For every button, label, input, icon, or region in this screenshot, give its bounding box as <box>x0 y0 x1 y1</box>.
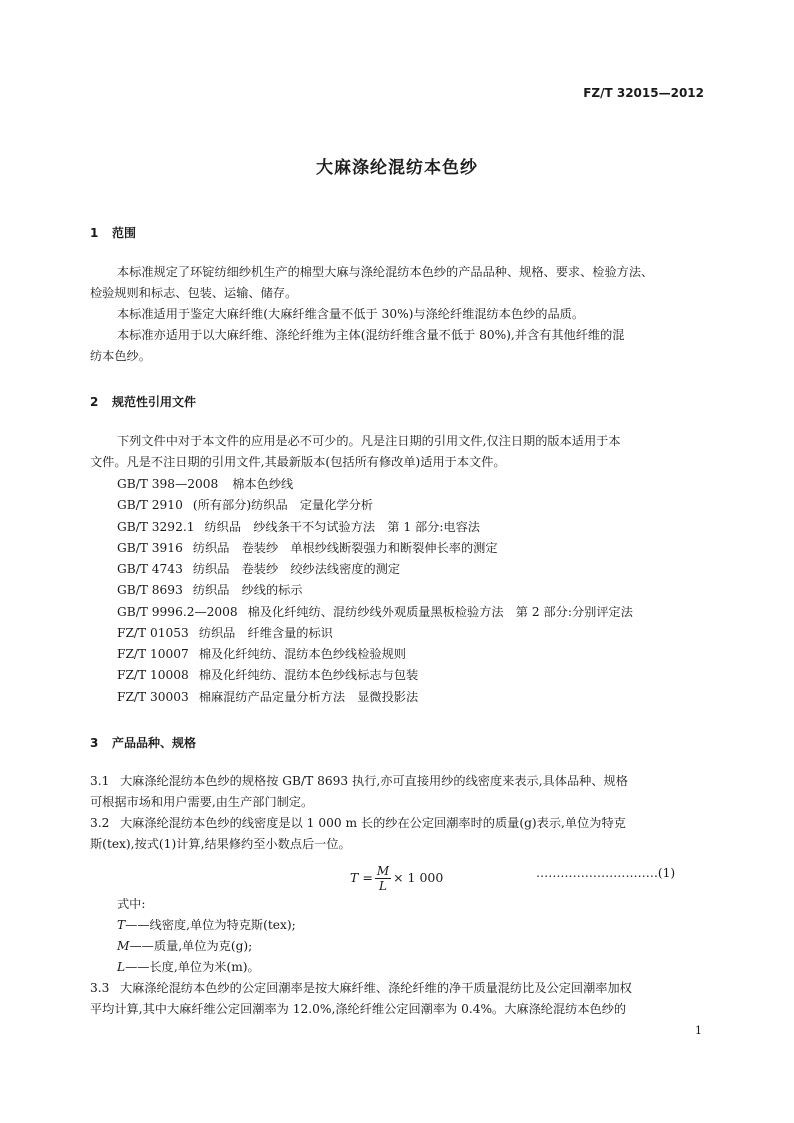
reference-title: 纺织品 卷装纱 绞纱法线密度的测定 <box>192 562 401 576</box>
reference-item <box>117 645 406 662</box>
reference-item <box>117 603 633 620</box>
reference-item <box>117 666 418 683</box>
reference-title: 纺织品 纤维含量的标识 <box>198 626 333 640</box>
reference-code: GB/T 9996.2—2008 <box>117 605 238 619</box>
reference-item <box>117 560 400 577</box>
clause-number: 3.3 <box>90 981 110 995</box>
clause-3-3-line-1 <box>90 980 632 996</box>
linear-density-formula <box>350 864 443 893</box>
reference-code: FZ/T 10008 <box>117 668 189 682</box>
clause-3-1-line-1 <box>90 773 628 789</box>
section-title: 规范性引用文件 <box>112 395 197 409</box>
variable-description: ——质量,单位为克(g); <box>129 939 253 953</box>
scope-paragraph-3-line-1: 本标准亦适用于以大麻纤维、涤纶纤维为主体(混纺纤维含量不低于 80%),并含有其他纤维的混 <box>117 328 625 342</box>
formula-lhs: T <box>350 870 359 885</box>
clause-text: 大麻涤纶混纺本色纱的规格按 GB/T 8693 执行,亦可直接用纱的线密度来表示,具体品种、规格 <box>120 774 628 788</box>
section-title: 范围 <box>112 226 137 240</box>
reference-code: GB/T 3916 <box>117 541 183 555</box>
reference-title: 棉及化纤纯纺、混纺本色纱线检验规则 <box>198 647 406 661</box>
section-number: 2 <box>90 395 99 409</box>
formula-equals: = <box>362 870 373 885</box>
variable-symbol: M <box>117 939 130 953</box>
reference-title: 棉及化纤纯纺、混纺本色纱线标志与包装 <box>198 668 419 682</box>
reference-title: 纺织品 卷装纱 单根纱线断裂强力和断裂伸长率的测定 <box>192 541 498 555</box>
variable-symbol: L <box>117 960 126 974</box>
reference-item <box>117 539 498 556</box>
reference-code: GB/T 4743 <box>117 562 183 576</box>
reference-code: FZ/T 01053 <box>117 626 189 640</box>
formula-rest: × 1 000 <box>393 870 444 885</box>
clause-number: 3.2 <box>90 816 110 830</box>
reference-code: GB/T 2910 <box>117 498 183 512</box>
scope-paragraph-3-line-2: 纺本色纱。 <box>90 349 151 363</box>
reference-title: 纺织品 纱线的标示 <box>192 583 303 597</box>
formula-numerator: M <box>376 864 390 878</box>
variable-definition <box>117 959 260 975</box>
section-title: 产品品种、规格 <box>112 736 197 750</box>
clause-3-2-line-2: 斯(tex),按式(1)计算,结果修约至小数点后一位。 <box>90 837 351 851</box>
reference-item <box>117 581 303 598</box>
reference-item <box>117 688 418 705</box>
reference-code: GB/T 398—2008 <box>117 477 219 491</box>
clause-3-3-line-2: 平均计算,其中大麻纤维公定回潮率为 12.0%,涤纶纤维公定回潮率为 0.4%。大麻涤纶混纺本色纱的 <box>90 1002 627 1016</box>
page-number: 1 <box>695 1024 702 1037</box>
reference-code: FZ/T 30003 <box>117 690 189 704</box>
reference-item <box>117 496 373 513</box>
where-label: 式中: <box>117 897 146 911</box>
reference-item <box>117 624 333 641</box>
document-title: 大麻涤纶混纺本色纱 <box>316 158 478 178</box>
reference-item <box>117 475 293 492</box>
variable-description: ——长度,单位为米(m)。 <box>125 960 260 974</box>
variable-symbol: T <box>117 918 126 932</box>
reference-code: FZ/T 10007 <box>117 647 189 661</box>
section-3-heading <box>90 734 196 751</box>
references-intro-line-1: 下列文件中对于本文件的应用是必不可少的。凡是注日期的引用文件,仅注日期的版本适用于本 <box>117 434 621 448</box>
formula-fraction <box>375 864 391 893</box>
variable-definition <box>117 938 252 954</box>
clause-text: 大麻涤纶混纺本色纱的线密度是以 1 000 m 长的纱在公定回潮率时的质量(g)表示,单位为特克 <box>120 816 626 830</box>
clause-3-2-line-1 <box>90 815 626 831</box>
reference-code: GB/T 3292.1 <box>117 520 195 534</box>
equation-number: …………………………(1) <box>536 866 676 880</box>
reference-title: 纺织品 纱线条干不匀试验方法 第 1 部分:电容法 <box>204 520 480 534</box>
reference-code: GB/T 8693 <box>117 583 183 597</box>
clause-3-1-line-2: 可根据市场和用户需要,由生产部门制定。 <box>90 795 314 809</box>
reference-title: 棉及化纤纯纺、混纺纱线外观质量黑板检验方法 第 2 部分:分别评定法 <box>247 605 633 619</box>
section-1-heading <box>90 224 136 241</box>
scope-paragraph-1-line-2: 检验规则和标志、包装、运输、储存。 <box>90 286 298 300</box>
variable-definition <box>117 917 296 933</box>
formula-denominator: L <box>378 879 387 893</box>
clause-text: 大麻涤纶混纺本色纱的公定回潮率是按大麻纤维、涤纶纤维的净干质量混纺比及公定回潮率加权 <box>120 981 632 995</box>
reference-item <box>117 518 480 535</box>
scope-paragraph-2: 本标准适用于鉴定大麻纤维(大麻纤维含量不低于 30%)与涤纶纤维混纺本色纱的品质。 <box>117 307 585 321</box>
reference-title: 棉本色纱线 <box>232 477 294 491</box>
section-2-heading <box>90 393 196 410</box>
section-number: 3 <box>90 736 99 750</box>
scope-paragraph-1-line-1: 本标准规定了环锭纺细纱机生产的棉型大麻与涤纶混纺本色纱的产品品种、规格、要求、检验方法、 <box>117 265 654 279</box>
section-number: 1 <box>90 226 99 240</box>
standard-number: FZ/T 32015—2012 <box>583 86 704 100</box>
clause-number: 3.1 <box>90 774 110 788</box>
references-intro-line-2: 文件。凡是不注日期的引用文件,其最新版本(包括所有修改单)适用于本文件。 <box>90 455 506 469</box>
variable-description: ——线密度,单位为特克斯(tex); <box>125 918 296 932</box>
reference-title: (所有部分)纺织品 定量化学分析 <box>192 498 373 512</box>
reference-title: 棉麻混纺产品定量分析方法 显微投影法 <box>198 690 419 704</box>
